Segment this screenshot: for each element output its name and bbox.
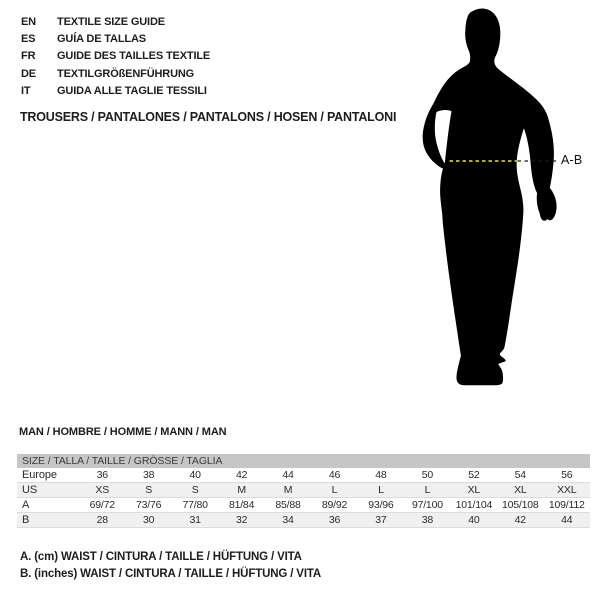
lang-label-it: GUIDA ALLE TAGLIE TESSILI [57, 84, 207, 97]
size-cell: L [424, 484, 431, 496]
size-cell: 42 [235, 469, 248, 481]
size-cell: 97/100 [411, 499, 443, 511]
lang-row-de [21, 65, 210, 82]
size-cell: 28 [96, 514, 108, 526]
lang-row-it [21, 82, 210, 99]
footnote-b-inches: B. (inches) WAIST / CINTURA / TAILLE / HÜFTUNG / VITA [20, 568, 322, 580]
table-header-label: SIZE / TALLA / TAILLE / GRÖSSE / TAGLIA [22, 455, 223, 467]
size-cell: XXL [557, 484, 577, 496]
size-cell: S [191, 484, 199, 496]
size-cell: 31 [189, 514, 201, 526]
size-cell: 48 [375, 469, 387, 481]
man-silhouette-icon [423, 9, 557, 386]
size-cell: 34 [282, 514, 294, 526]
measure-label-ab: A-B [561, 153, 583, 167]
size-table [17, 454, 590, 528]
table-row-a-cm [17, 498, 590, 513]
man-silhouette-figure [400, 0, 600, 420]
lang-row-fr [21, 48, 210, 65]
size-cell: 46 [328, 469, 341, 481]
footnotes [20, 551, 321, 585]
size-cell: M [283, 484, 293, 496]
size-cell: 30 [143, 514, 155, 526]
size-cell: 44 [561, 514, 573, 526]
size-cell: 73/76 [136, 499, 162, 511]
lang-code-es: ES [21, 32, 36, 45]
size-cell: 40 [468, 514, 480, 526]
size-cell: 77/80 [182, 499, 208, 511]
size-cell: 54 [514, 469, 526, 481]
size-cell: XL [467, 484, 481, 496]
section-title-man: MAN / HOMBRE / HOMME / MANN / MAN [19, 426, 227, 438]
size-cell: 50 [421, 469, 434, 481]
row-label-europe: Europe [22, 469, 57, 481]
lang-code-fr: FR [21, 50, 36, 63]
lang-label-de: TEXTILGRÖßENFÜHRUNG [57, 67, 195, 80]
size-cell: 52 [468, 469, 480, 481]
size-cell: 44 [282, 469, 294, 481]
size-cell: 36 [328, 514, 341, 526]
size-cell: 32 [235, 514, 248, 526]
figure-region [400, 0, 600, 420]
lang-code-en: EN [21, 15, 36, 28]
table-row-b-inches [17, 513, 590, 528]
size-cell: 101/104 [455, 499, 493, 511]
size-cell: 42 [514, 514, 526, 526]
row-label-b: B [22, 514, 30, 526]
lang-code-de: DE [21, 67, 36, 80]
size-cell: 38 [143, 469, 155, 481]
lang-label-fr: GUIDE DES TAILLES TEXTILE [57, 50, 211, 63]
size-cell: L [378, 484, 384, 496]
size-cell: 81/84 [228, 499, 255, 511]
category-title: TROUSERS / PANTALONES / PANTALONS / HOSEN / PANTALONI [20, 110, 397, 124]
size-cell: 69/72 [89, 499, 115, 511]
size-cell: 105/108 [502, 499, 539, 511]
table-row-us [17, 483, 590, 498]
size-cell: 38 [421, 514, 434, 526]
lang-label-es: GUÍA DE TALLAS [57, 32, 146, 45]
size-cell: 85/88 [275, 499, 301, 511]
size-cell: 89/92 [321, 499, 348, 511]
lang-label-en: TEXTILE SIZE GUIDE [57, 15, 165, 28]
size-cell: 93/96 [368, 499, 394, 511]
lang-code-it: IT [21, 84, 31, 97]
table-row-europe [17, 468, 590, 483]
lang-row-es [21, 30, 210, 47]
row-label-a: A [22, 499, 30, 511]
size-cell: M [237, 484, 246, 496]
row-label-us: US [22, 484, 38, 496]
language-block [21, 13, 210, 99]
size-cell: 56 [561, 469, 573, 481]
size-cell: 36 [96, 469, 108, 481]
footnote-a-cm: A. (cm) WAIST / CINTURA / TAILLE / HÜFTUNG / VITA [20, 551, 302, 563]
size-cell: 40 [189, 469, 201, 481]
size-cell: L [331, 484, 338, 496]
size-cell: 37 [375, 514, 387, 526]
table-header-bar [17, 454, 590, 468]
size-cell: XL [514, 484, 527, 496]
size-cell: S [145, 484, 153, 496]
size-cell: 109/112 [548, 499, 585, 511]
size-cell: XS [95, 484, 110, 496]
lang-row-en [21, 13, 210, 30]
